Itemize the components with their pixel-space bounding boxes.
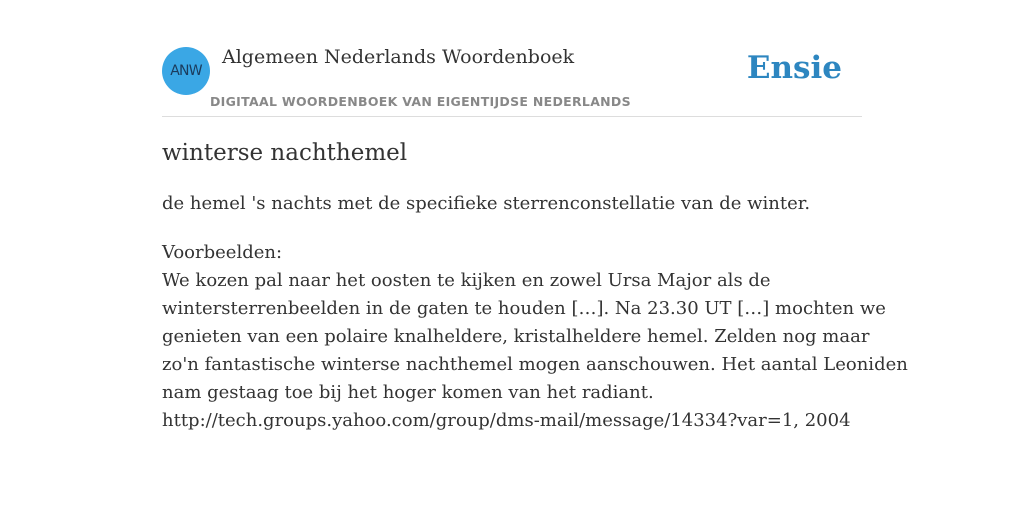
example-line: zo'n fantastische winterse nachthemel mogen aanschouwen. Het aantal Leoniden [162, 354, 908, 375]
entry-definition: de hemel 's nachts met de specifieke sterrenconstellatie van de winter. [162, 193, 811, 214]
site-subtitle: DIGITAAL WOORDENBOEK VAN EIGENTIJDSE NEDERLANDS [210, 94, 631, 109]
example-line: We kozen pal naar het oosten te kijken en zowel Ursa Major als de [162, 270, 771, 291]
site-header [162, 40, 862, 117]
anw-logo[interactable] [162, 47, 210, 95]
example-line: wintersterrenbeelden in de gaten te houden […]. Na 23.30 UT […] mochten we [162, 298, 886, 319]
ensie-brand-logo[interactable]: Ensie [746, 50, 842, 86]
example-source: http://tech.groups.yahoo.com/group/dms-mail/message/14334?var=1, 2004 [162, 410, 851, 431]
logo-text: ANW [170, 63, 202, 79]
example-line: genieten van een polaire knalheldere, kristalheldere hemel. Zelden nog maar [162, 326, 870, 347]
examples-section [162, 239, 908, 435]
entry-title: winterse nachthemel [162, 140, 408, 166]
examples-label: Voorbeelden: [162, 242, 283, 263]
site-title[interactable]: Algemeen Nederlands Woordenboek [222, 46, 575, 68]
example-line: nam gestaag toe bij het hoger komen van het radiant. [162, 382, 654, 403]
